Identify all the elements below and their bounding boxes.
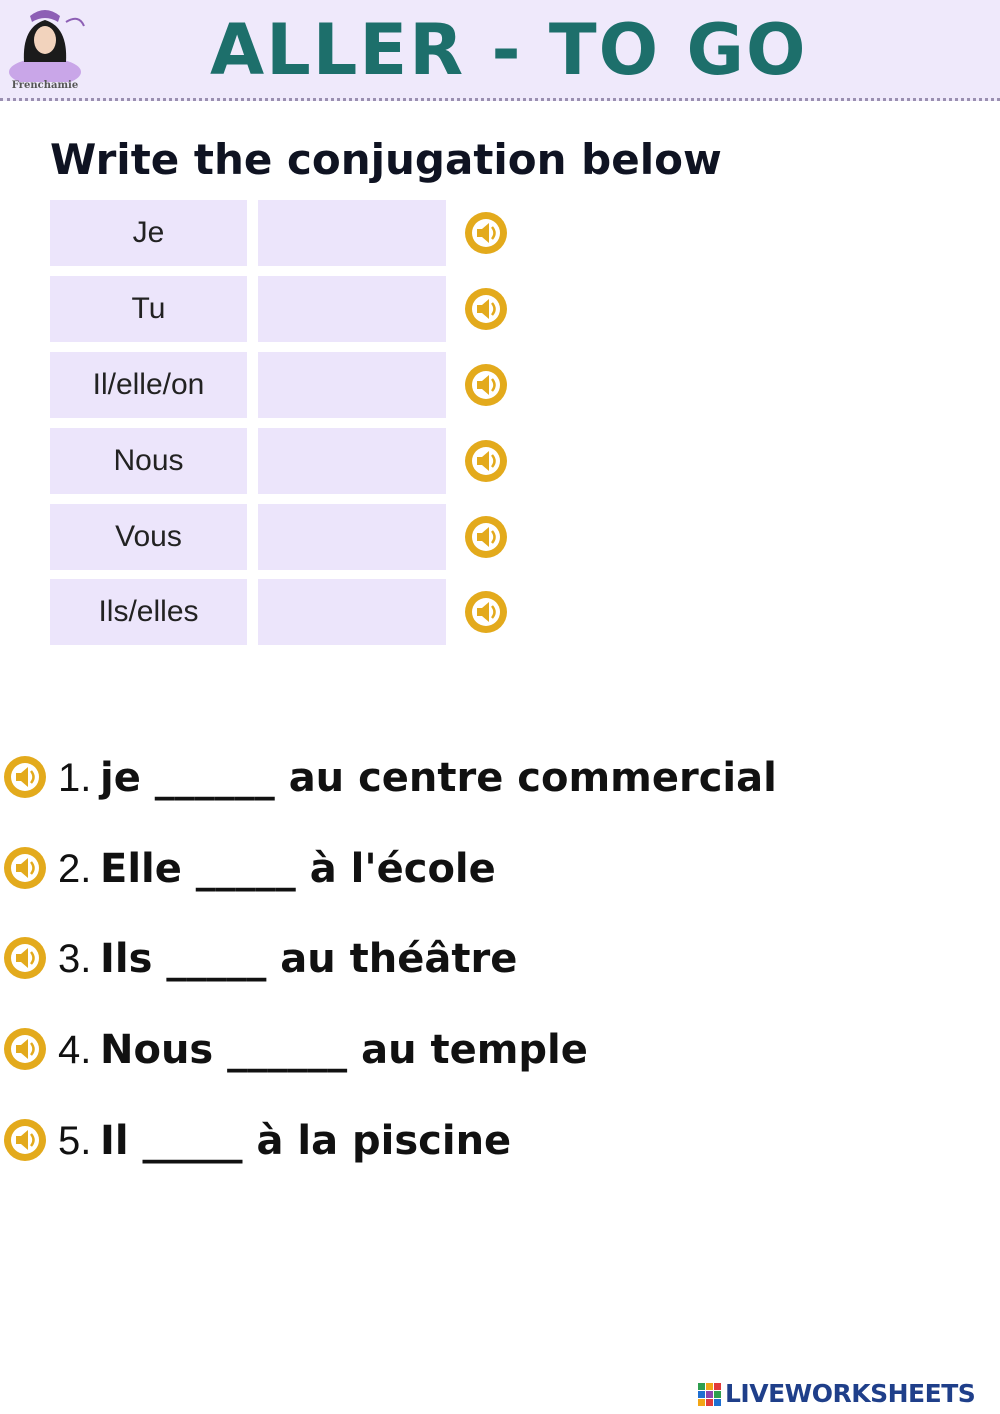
speaker-icon[interactable] <box>4 756 46 798</box>
sentence-text: je ______ au centre commercial <box>100 755 777 801</box>
sentence-item <box>0 1020 1000 1080</box>
sentence-number: 4. <box>58 1028 92 1072</box>
brand-name: LIVEWORKSHEETS <box>725 1379 976 1408</box>
sentence-number: 5. <box>58 1119 92 1163</box>
speaker-icon[interactable] <box>4 847 46 889</box>
sentence-number: 3. <box>58 937 92 981</box>
pronoun-cell: Je <box>50 200 247 266</box>
conjugation-row <box>50 428 520 494</box>
sentence-text: Nous ______ au temple <box>100 1027 588 1073</box>
answer-input[interactable] <box>258 579 446 645</box>
sentence-item <box>0 748 1000 808</box>
speaker-icon[interactable] <box>465 591 507 633</box>
conjugation-row <box>50 276 520 342</box>
sentence-number: 2. <box>58 847 92 891</box>
pronoun-cell: Tu <box>50 276 247 342</box>
speaker-icon[interactable] <box>4 1119 46 1161</box>
sentence-number: 1. <box>58 756 92 800</box>
pronoun-cell: Nous <box>50 428 247 494</box>
sentence-text: Il _____ à la piscine <box>100 1118 512 1164</box>
conjugation-row <box>50 352 520 418</box>
speaker-icon[interactable] <box>465 440 507 482</box>
pronoun-cell: Il/elle/on <box>50 352 247 418</box>
speaker-icon[interactable] <box>465 364 507 406</box>
sentence-item <box>0 839 1000 899</box>
answer-input[interactable] <box>258 504 446 570</box>
liveworksheets-blocks-icon <box>697 1382 723 1408</box>
instruction-heading: Write the conjugation below <box>50 135 722 184</box>
speaker-icon[interactable] <box>4 937 46 979</box>
conjugation-row <box>50 504 520 570</box>
speaker-icon[interactable] <box>465 288 507 330</box>
sentence-text: Ils _____ au théâtre <box>100 936 518 982</box>
speaker-icon[interactable] <box>465 212 507 254</box>
sentence-text: Elle _____ à l'école <box>100 846 496 892</box>
pronoun-cell: Ils/elles <box>50 579 247 645</box>
logo-text: Frenchamie <box>11 80 79 91</box>
conjugation-row <box>50 200 520 266</box>
frenchamie-logo <box>4 2 86 92</box>
pronoun-cell: Vous <box>50 504 247 570</box>
page-title: ALLER - TO GO <box>210 9 808 91</box>
conjugation-row <box>50 579 520 645</box>
worksheet-header <box>0 0 1000 101</box>
speaker-icon[interactable] <box>465 516 507 558</box>
liveworksheets-logo[interactable] <box>697 1378 997 1410</box>
answer-input[interactable] <box>258 352 446 418</box>
answer-input[interactable] <box>258 200 446 266</box>
answer-input[interactable] <box>258 428 446 494</box>
speaker-icon[interactable] <box>4 1028 46 1070</box>
sentence-item <box>0 929 1000 989</box>
answer-input[interactable] <box>258 276 446 342</box>
sentence-item <box>0 1111 1000 1171</box>
